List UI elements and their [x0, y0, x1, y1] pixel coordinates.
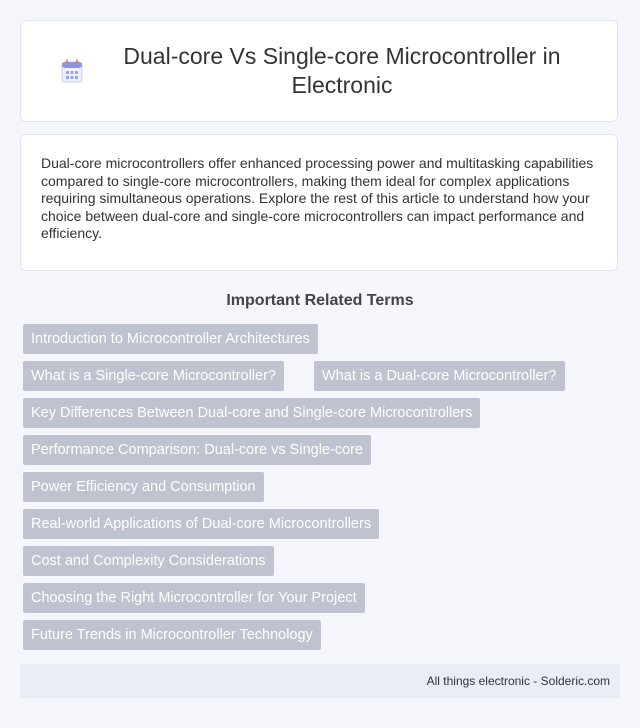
term-chip-5[interactable]: Performance Comparison: Dual-core vs Single-core — [23, 435, 371, 465]
title-row — [61, 42, 577, 100]
term-chip-6[interactable]: Power Efficiency and Consumption — [23, 472, 264, 502]
calendar-icon — [61, 59, 83, 83]
term-chip-4[interactable]: Key Differences Between Dual-core and Single-core Microcontrollers — [23, 398, 480, 428]
term-chip-10[interactable]: Future Trends in Microcontroller Technology — [23, 620, 321, 650]
term-chip-9[interactable]: Choosing the Right Microcontroller for Your Project — [23, 583, 365, 613]
term-chip-8[interactable]: Cost and Complexity Considerations — [23, 546, 274, 576]
footer — [20, 664, 620, 698]
term-chip-2[interactable]: What is a Single-core Microcontroller? — [23, 361, 284, 391]
title-card — [20, 20, 618, 122]
term-chip-1[interactable]: Introduction to Microcontroller Architectures — [23, 324, 318, 354]
term-chip-3[interactable]: What is a Dual-core Microcontroller? — [314, 361, 565, 391]
page-title: Dual-core Vs Single-core Microcontroller in Electronic — [123, 43, 561, 98]
summary-text: Dual-core microcontrollers offer enhanced processing power and multitasking capabilities compared to single-core microcontrollers, making them ideal for complex applications requiring simultaneous operations. Explore the rest of this article to understand how your choice between dual-core and single-core microcontrollers can impact performance and efficiency. — [41, 155, 594, 241]
related-terms-heading: Important Related Terms — [226, 292, 414, 309]
footer-text: All things electronic - Solderic.com — [426, 674, 610, 688]
summary-card — [20, 134, 618, 271]
term-chip-7[interactable]: Real-world Applications of Dual-core Microcontrollers — [23, 509, 379, 539]
